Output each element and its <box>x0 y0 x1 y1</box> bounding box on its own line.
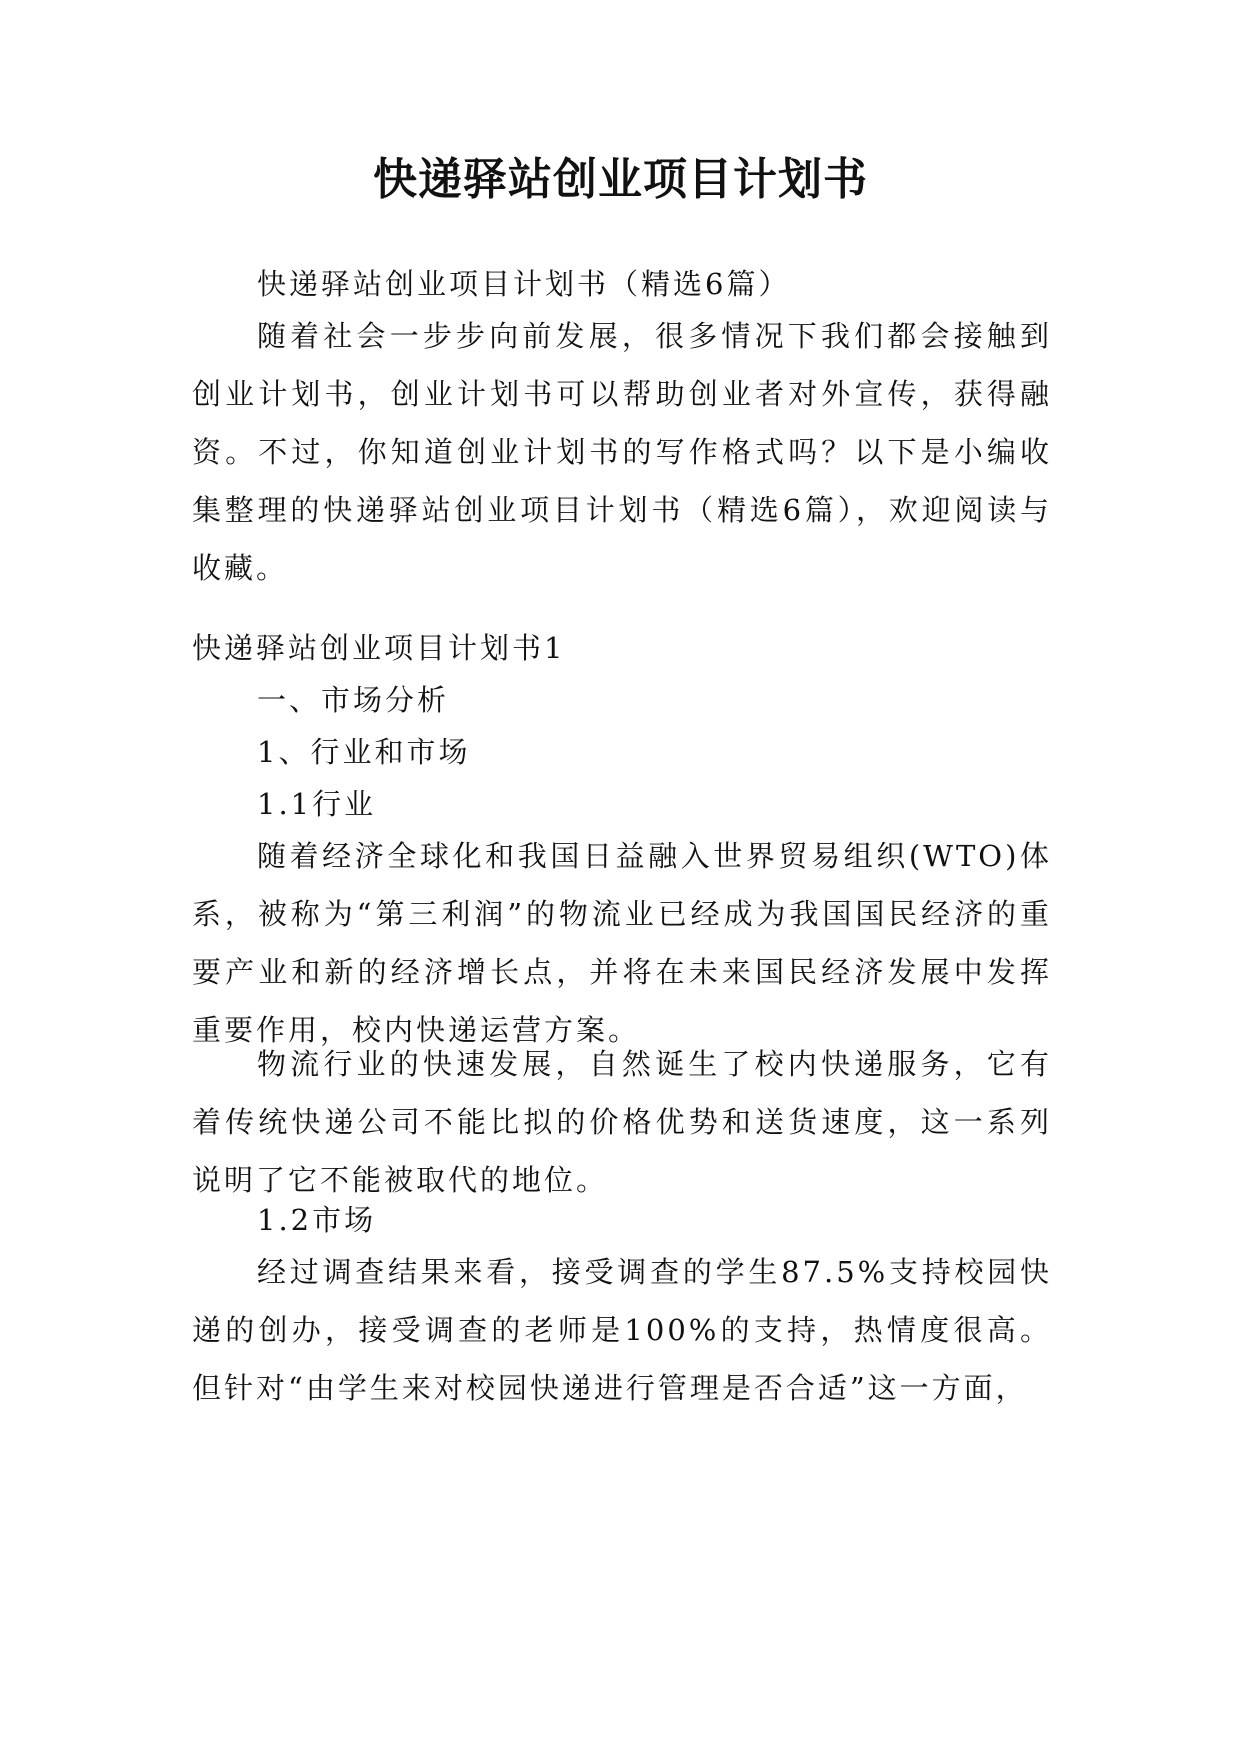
heading-market-analysis: 一、市场分析 <box>257 683 450 717</box>
paragraph-industry-1: 随着经济全球化和我国日益融入世界贸易组织(WTO)体系，被称为“第三利润”的物流业已经成为我国国民经济的重要产业和新的经济增长点，并将在未来国民经济发展中发挥重要作用，校内快递运营方案。 <box>192 839 1052 1047</box>
paragraph-market: 经过调查结果来看，接受调查的学生87.5%支持校园快递的创办，接受调查的老师是100%的支持，热情度很高。但针对“由学生来对校园快递进行管理是否合适”这一方面， <box>192 1255 1052 1405</box>
heading-industry-and-market: 1、行业和市场 <box>257 735 471 769</box>
intro-heading: 快递驿站创业项目计划书（精选6篇） <box>257 267 791 301</box>
intro-paragraph: 随着社会一步步向前发展，很多情况下我们都会接触到创业计划书，创业计划书可以帮助创业者对外宣传，获得融资。不过，你知道创业计划书的写作格式吗？以下是小编收集整理的快递驿站创业项目计划书（精选6篇），欢迎阅读与收藏。 <box>192 319 1052 585</box>
paragraph-industry-2: 物流行业的快速发展，自然诞生了校内快递服务，它有着传统快递公司不能比拟的价格优势和送货速度，这一系列说明了它不能被取代的地位。 <box>192 1047 1052 1197</box>
section-title: 快递驿站创业项目计划书1 <box>192 631 566 665</box>
heading-industry: 1.1行业 <box>257 787 377 821</box>
heading-market: 1.2市场 <box>257 1203 377 1237</box>
document-title: 快递驿站创业项目计划书 <box>373 154 868 205</box>
